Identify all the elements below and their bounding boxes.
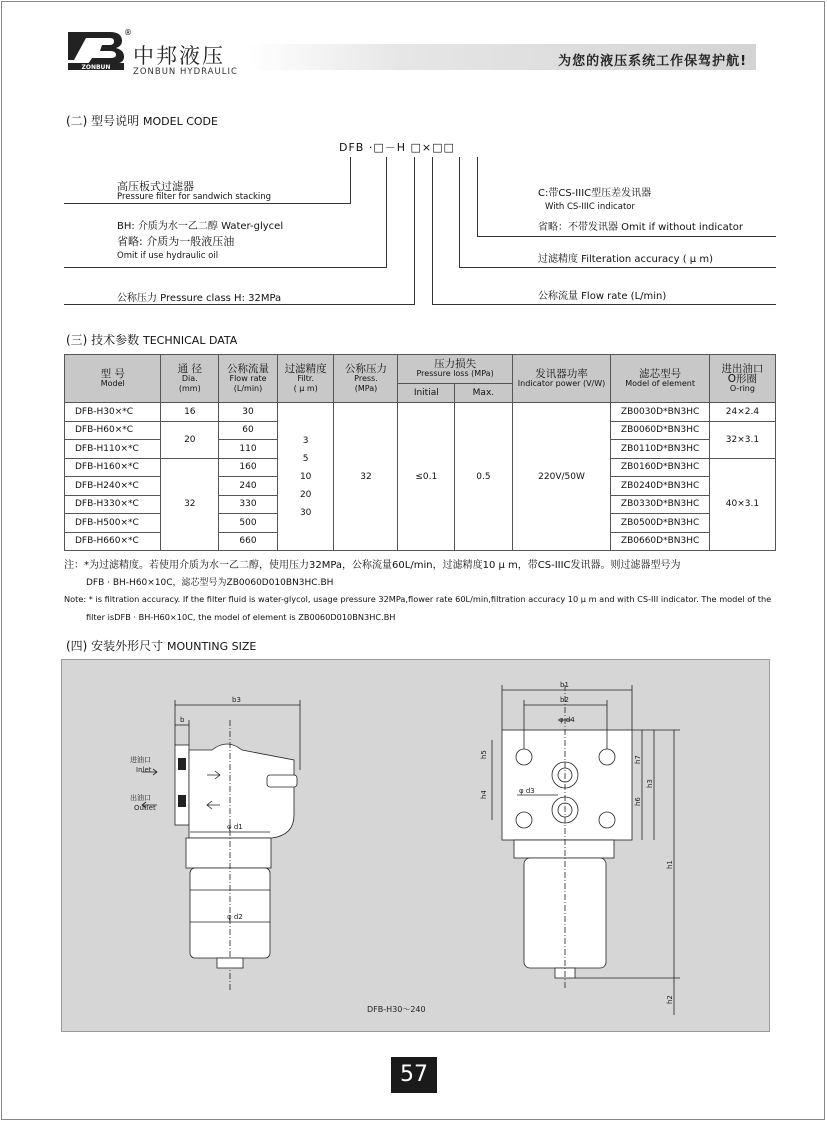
th-initial: Initial — [398, 384, 455, 403]
th-max: Max. — [455, 384, 513, 403]
cell-flow: 660 — [219, 532, 278, 551]
cell-dia: 16 — [161, 403, 219, 422]
note-cn-2: DFB · BH-H60×10C，滤芯型号为ZB0060D010BN3HC.BH — [86, 578, 334, 588]
th-flow: 公称流量 Flow rate (L/min) — [219, 355, 278, 403]
inlet-label-en: Inlet — [136, 766, 152, 774]
desc-medium-2: 省略: 介质为一般液压油 — [117, 235, 235, 248]
outlet-label-cn: 出油口 — [130, 794, 151, 802]
zonbun-logo-icon — [66, 30, 126, 70]
page-number: 57 — [391, 1057, 437, 1093]
cell-element: ZB0060D*BN3HC — [611, 421, 710, 440]
cell-flow: 110 — [219, 440, 278, 459]
dim-d1: φ d1 — [227, 823, 243, 831]
cell-flow: 330 — [219, 495, 278, 514]
cell-press: 32 — [334, 403, 398, 551]
logo-wordmark: ZONBUN — [81, 64, 111, 70]
note-en-1: Note: * is filtration accuracy. If the filter fluid is water-glycol, usage pressure 32MPa,flower rate 60L/min,filtration accuracy 10 μ m and with CS-III indicator. The model of the — [64, 594, 772, 604]
tech-title-cn: (三) 技术参数 — [66, 333, 140, 347]
cell-model: DFB-H500×*C — [65, 514, 161, 533]
desc-medium-3: Omit if use hydraulic oil — [117, 251, 219, 261]
cell-flow: 500 — [219, 514, 278, 533]
cell-oring: 32×3.1 — [709, 421, 775, 458]
dim-h7: h7 — [634, 755, 642, 764]
cell-model: DFB-H60×*C — [65, 421, 161, 440]
cell-model: DFB-H110×*C — [65, 440, 161, 459]
company-name-cn: 中邦液压 — [133, 44, 225, 68]
th-element: 滤芯型号 Model of element — [611, 355, 710, 403]
slogan: 为您的液压系统工作保驾护航! — [558, 54, 747, 69]
note-cn-1: 注：*为过滤精度。若使用介质为水一乙二醇，使用压力32MPa，公称流量60L/min，过滤精度10 μ m，带CS-IIIC发讯器。则过滤器型号为 — [64, 560, 681, 571]
cell-flow: 30 — [219, 403, 278, 422]
left-plate — [175, 745, 189, 825]
th-filtr: 过滤精度 Filtr. ( μ m) — [277, 355, 334, 403]
dim-h5: h5 — [480, 750, 488, 759]
desc-type-cn: 高压板式过滤器 — [117, 180, 194, 193]
cell-model: DFB-H240×*C — [65, 477, 161, 496]
model-code-title — [66, 112, 218, 129]
desc-type-en: Pressure filter for sandwich stacking — [117, 192, 272, 202]
desc-indicator-1: C:带CS-IIIC型压差发讯器 — [538, 188, 652, 199]
dim-b2: b2 — [560, 696, 569, 704]
cell-model: DFB-H30×*C — [65, 403, 161, 422]
th-press: 公称压力 Press. (MPa) — [334, 355, 398, 403]
cell-loss-initial: ≤0.1 — [398, 403, 455, 551]
outlet-label-en: Outlet — [134, 804, 156, 812]
cell-indicator: 220V/50W — [512, 403, 611, 551]
cell-model: DFB-H160×*C — [65, 458, 161, 477]
cell-element: ZB0160D*BN3HC — [611, 458, 710, 477]
cell-model: DFB-H330×*C — [65, 495, 161, 514]
cell-element: ZB0110D*BN3HC — [611, 440, 710, 459]
mount-title — [66, 637, 256, 654]
dim-h4: h4 — [480, 790, 488, 799]
mounting-drawing — [62, 660, 771, 1033]
desc-flow: 公称流量 Flow rate (L/min) — [538, 291, 667, 302]
tech-title-en: TECHNICAL DATA — [143, 334, 238, 347]
desc-accuracy: 过滤精度 Filteration accuracy ( μ m) — [538, 254, 713, 265]
dim-h6: h6 — [634, 797, 642, 806]
dim-b3: b3 — [232, 696, 241, 704]
cell-oring: 24×2.4 — [709, 403, 775, 422]
th-indicator: 发讯器功率 Indicator power (V/W) — [512, 355, 611, 403]
model-code-title-en: MODEL CODE — [143, 115, 218, 128]
cell-element: ZB0660D*BN3HC — [611, 532, 710, 551]
mount-title-en: MOUNTING SIZE — [167, 640, 257, 653]
cell-loss-max: 0.5 — [455, 403, 513, 551]
cell-element: ZB0500D*BN3HC — [611, 514, 710, 533]
company-name-en: ZONBUN HYDRAULIC — [133, 67, 238, 77]
dim-h2: h2 — [666, 995, 674, 1004]
cell-filtr: 3 5 10 20 30 — [277, 403, 334, 551]
th-dia: 通 径 Dia. (mm) — [161, 355, 219, 403]
model-code-string: DFB ·□－H □×□□ — [339, 141, 455, 154]
dim-h3: h3 — [646, 779, 654, 788]
mounting-drawing-panel — [61, 659, 770, 1032]
technical-data-table — [64, 354, 776, 551]
dim-d4: φ d4 — [559, 716, 575, 724]
dim-b1: b1 — [560, 681, 569, 689]
th-loss: 压力损失 Pressure loss (MPa) — [398, 355, 512, 384]
desc-indicator-2: With CS-IIIC indicator — [545, 202, 635, 212]
cell-element: ZB0030D*BN3HC — [611, 403, 710, 422]
cell-flow: 160 — [219, 458, 278, 477]
cell-oring: 40×3.1 — [709, 458, 775, 551]
cell-element: ZB0330D*BN3HC — [611, 495, 710, 514]
cell-flow: 240 — [219, 477, 278, 496]
inlet-label-cn: 进油口 — [130, 756, 151, 764]
tech-title — [66, 331, 237, 348]
cell-element: ZB0240D*BN3HC — [611, 477, 710, 496]
dim-b: b — [180, 716, 185, 724]
desc-pressure: 公称压力 Pressure class H: 32MPa — [117, 293, 282, 304]
th-model: 型 号 Model — [65, 355, 161, 403]
dim-h1: h1 — [666, 860, 674, 869]
desc-indicator-3: 省略：不带发讯器 Omit if without indicator — [538, 222, 743, 233]
model-code-title-cn: (二) 型号说明 — [66, 114, 140, 128]
desc-medium-1: BH: 介质为水一乙二醇 Water-glycel — [117, 221, 284, 232]
dim-d3: φ d3 — [519, 787, 535, 795]
cell-dia: 32 — [161, 458, 219, 551]
drawing-caption: DFB-H30～240 — [367, 1005, 426, 1014]
mount-title-cn: (四) 安装外形尺寸 — [66, 639, 164, 653]
registered-mark: ® — [124, 28, 132, 37]
cell-model: DFB-H660×*C — [65, 532, 161, 551]
th-oring: 进出油口 O形圈 O-ring — [709, 355, 775, 403]
cell-dia: 20 — [161, 421, 219, 458]
dim-d2: φ d2 — [227, 913, 243, 921]
cell-flow: 60 — [219, 421, 278, 440]
note-en-2: filter isDFB · BH-H60×10C, the model of element is ZB0060D010BN3HC.BH — [86, 612, 396, 622]
